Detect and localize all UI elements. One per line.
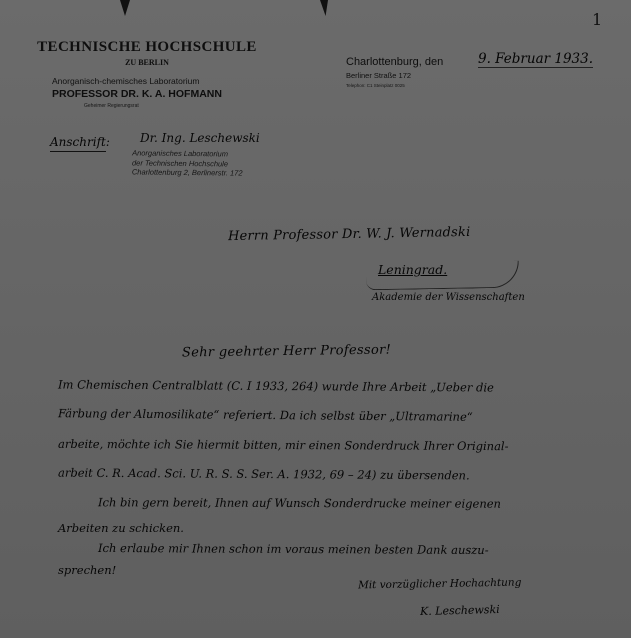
letter-line: Im Chemischen Centralblatt (C. I 1933, 264) wurde Ihre Arbeit „Ueber die bbox=[57, 377, 494, 395]
signature: K. Leschewski bbox=[419, 602, 500, 619]
page-number: 1 bbox=[592, 10, 603, 29]
letterhead-laboratory: Anorganisch-chemisches Laboratorium bbox=[52, 76, 200, 86]
address-stamp-line: der Technischen Hochschule bbox=[131, 157, 229, 168]
sender-address-label: Anschrift: bbox=[50, 135, 110, 149]
letter-line: sprechen! bbox=[58, 563, 117, 577]
telephone-line: Telephon: C1 Steinplatz 0025 bbox=[346, 83, 405, 88]
letterhead-location: ZU BERLIN bbox=[125, 58, 169, 67]
address-stamp bbox=[132, 148, 243, 178]
salutation: Sehr geehrter Herr Professor! bbox=[181, 342, 392, 361]
letter-line: arbeit C. R. Acad. Sci. U. R. S. S. Ser. A. 1932, 69 – 24) zu übersenden. bbox=[57, 465, 470, 483]
letterhead-institution: TECHNISCHE HOCHSCHULE bbox=[37, 39, 257, 55]
street-address: Berliner Straße 172 bbox=[346, 71, 412, 80]
sender-name: Dr. Ing. Leschewski bbox=[140, 131, 260, 145]
letterhead-professor: PROFESSOR DR. K. A. HOFMANN bbox=[52, 88, 222, 100]
address-stamp-line: Charlottenburg 2, Berlinerstr. 172 bbox=[131, 167, 243, 178]
place-label: Charlottenburg, den bbox=[346, 56, 444, 68]
letter-line: Arbeiten zu schicken. bbox=[58, 521, 184, 535]
recipient-name: Herrn Professor Dr. W. J. Wernadski bbox=[227, 224, 471, 245]
letter-line: Färbung der Alumosilikate“ referiert. Da ich selbst über „Ultramarine“ bbox=[57, 406, 473, 424]
letter-line: arbeite, möchte ich Sie hiermit bitten, mir einen Sonderdruck Ihrer Original- bbox=[57, 436, 509, 454]
binder-clip-mark bbox=[320, 0, 328, 16]
binder-clip-mark bbox=[120, 0, 130, 16]
letter-line: Ich bin gern bereit, Ihnen auf Wunsch Sonderdrucke meiner eigenen bbox=[97, 495, 501, 511]
letter-line: Ich erlaube mir Ihnen schon im voraus meinen besten Dank auszu- bbox=[97, 540, 489, 558]
recipient-institution: Akademie der Wissenschaften bbox=[372, 292, 525, 303]
closing-phrase: Mit vorzüglicher Hochachtung bbox=[357, 576, 522, 592]
letterhead-title: Geheimer Regierungsrat bbox=[84, 103, 139, 109]
address-stamp-line: Anorganisches Laboratorium bbox=[132, 148, 229, 159]
recipient-city: Leningrad. bbox=[378, 262, 448, 277]
handwritten-date: 9. Februar 1933. bbox=[478, 51, 594, 67]
